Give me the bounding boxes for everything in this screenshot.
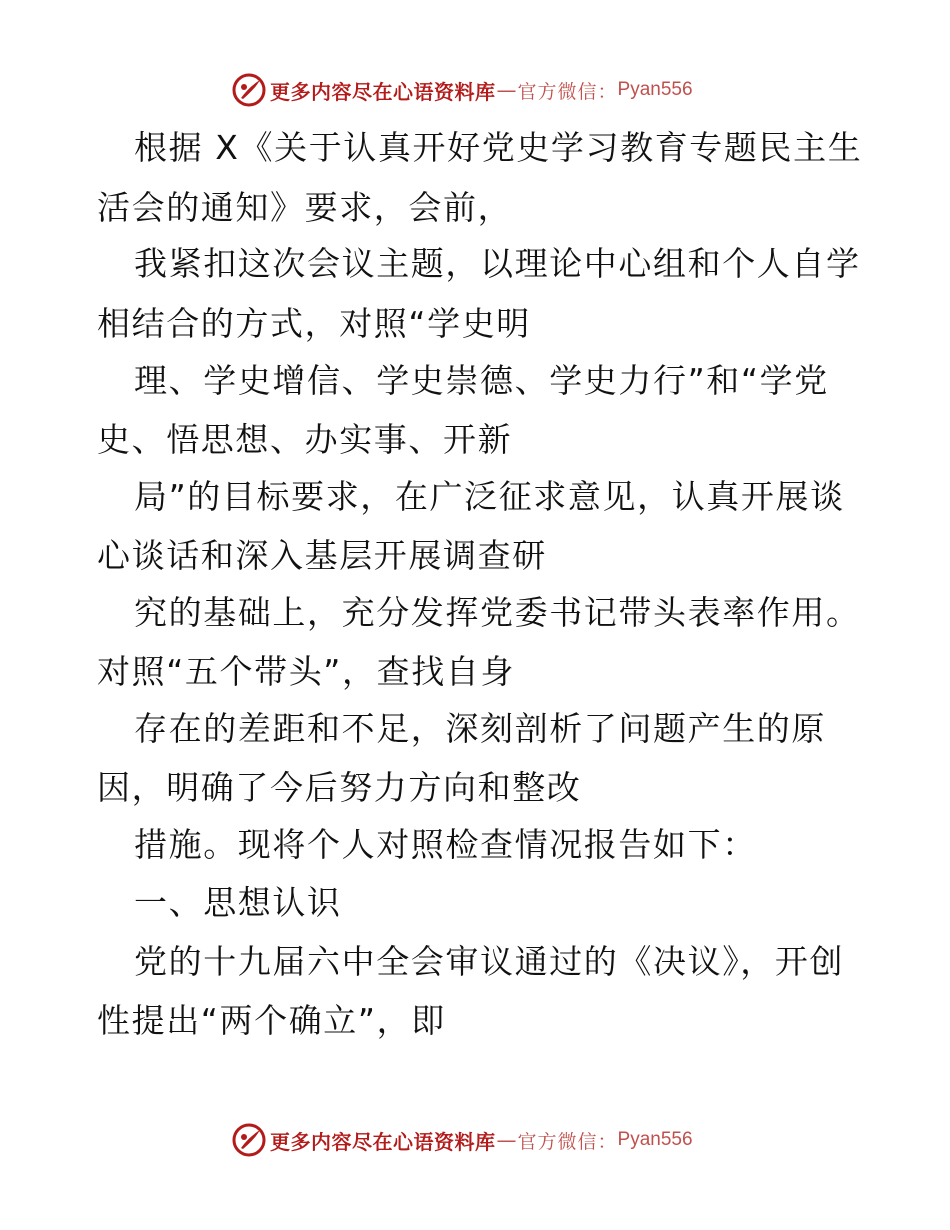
paragraph-line: 史、悟思想、办实事、开新 <box>97 420 513 459</box>
section-heading: 一、思想认识 <box>134 883 342 922</box>
paragraph-line: 存在的差距和不足，深刻剖析了问题产生的原 <box>134 709 826 748</box>
quill-logo-icon <box>232 73 266 107</box>
quill-logo-icon <box>232 1123 266 1157</box>
watermark-wechat-id: Pyan556 <box>617 1129 693 1150</box>
footer-watermark <box>232 1120 693 1160</box>
paragraph-line: 我紧扣这次会议主题，以理论中心组和个人自学 <box>134 244 861 283</box>
paragraph-line: 局”的目标要求，在广泛征求意见，认真开展谈 <box>134 477 845 516</box>
watermark-brand-text: 更多内容尽在心语资料库 <box>270 79 496 104</box>
watermark-dash: — <box>496 1128 517 1152</box>
watermark-wechat-id: Pyan556 <box>617 79 693 100</box>
header-watermark <box>232 70 693 110</box>
paragraph-line: 措施。现将个人对照检查情况报告如下： <box>134 825 757 864</box>
paragraph-line: 究的基础上，充分发挥党委书记带头表率作用。 <box>134 593 861 632</box>
watermark-wechat-label: 官方微信： <box>517 80 618 103</box>
paragraph-line: 对照“五个带头”，查找自身 <box>97 652 515 691</box>
watermark-brand-text: 更多内容尽在心语资料库 <box>270 1129 496 1154</box>
paragraph-line: 相结合的方式，对照“学史明 <box>97 304 531 343</box>
paragraph-line: 理、学史增信、学史崇德、学史力行”和“学党 <box>134 361 829 400</box>
paragraph-line: 因，明确了今后努力方向和整改 <box>97 768 582 807</box>
watermark-dash: — <box>496 78 517 102</box>
paragraph-line: 性提出“两个确立”，即 <box>97 1001 446 1040</box>
paragraph-line: 活会的通知》要求，会前， <box>97 188 513 227</box>
watermark-wechat-label: 官方微信： <box>517 1130 618 1153</box>
paragraph-line: 党的十九届六中全会审议通过的《决议》，开创 <box>134 942 845 981</box>
paragraph-line: 心谈话和深入基层开展调查研 <box>97 536 547 575</box>
paragraph-line: 根据 X《关于认真开好党史学习教育专题民主生 <box>134 128 863 167</box>
